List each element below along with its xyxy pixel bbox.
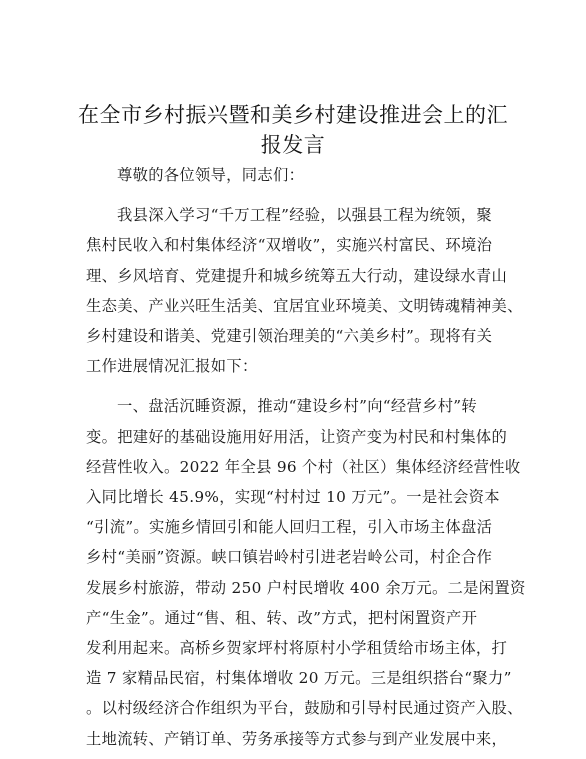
paragraph-line: 土地流转、产销订单、劳务承接等方式参与到产业发展中来， [86,729,508,748]
paragraph-line: 乡村建设和谐美、党建引领治理美的“六美乡村”。现将有关 [86,327,493,346]
paragraph-line: 发展乡村旅游，带动 250 户村民增收 400 余万元。二是闲置资 [86,578,526,597]
paragraph-line: 变。把建好的基础设施用好用活，让资产变为村民和村集体的 [86,427,508,446]
paragraph-line: 经营性收入。2022 年全县 96 个村（社区）集体经济经营性收 [86,457,521,476]
paragraph-line: 生态美、产业兴旺生活美、宜居宜业环境美、文明铸魂精神美、 [86,296,523,315]
title-line-1: 在全市乡村振兴暨和美乡村建设推进会上的汇 [78,103,508,127]
paragraph-line: 发利用起来。高桥乡贺家坪村将原村小学租赁给市场主体，打 [86,639,508,658]
title-line-2: 报发言 [260,133,326,157]
paragraph-line: 我县深入学习“千万工程”经验，以强县工程为统领，聚 [117,206,492,225]
paragraph-line: 产“生金”。通过“售、租、转、改”方式，把村闲置资产开 [86,608,478,627]
paragraph-line: 理、乡风培育、党建提升和城乡统筹五大行动，建设绿水青山 [86,266,508,285]
document-title [70,100,516,160]
paragraph-line: 工作进展情况汇报如下： [86,357,258,376]
paragraph-line: 造 7 家精品民宿，村集体增收 20 万元。三是组织搭台“聚力” [86,669,512,688]
paragraph-line: 。以村级经济合作组织为平台，鼓励和引导村民通过资产入股、 [86,699,523,718]
greeting-text: 尊敬的各位领导，同志们： [117,166,305,184]
greeting [86,160,516,190]
paragraph-line: 乡村“美丽”资源。峡口镇岩岭村引进老岩岭公司，村企合作 [86,548,493,567]
paragraph-intro [86,200,523,381]
document-body [86,160,526,754]
paragraph-line: 一、盘活沉睡资源，推动“建设乡村”向“经营乡村”转 [117,397,478,416]
paragraph-line: 焦村民收入和村集体经济“双增收”，实施兴村富民、环境治 [86,236,493,255]
paragraph-section-1 [86,391,526,753]
paragraph-line: “引流”。实施乡情回引和能人回归工程，引入市场主体盘活 [86,518,493,537]
paragraph-line: 入同比增长 45.9%，实现“村村过 10 万元”。一是社会资本 [86,488,500,507]
